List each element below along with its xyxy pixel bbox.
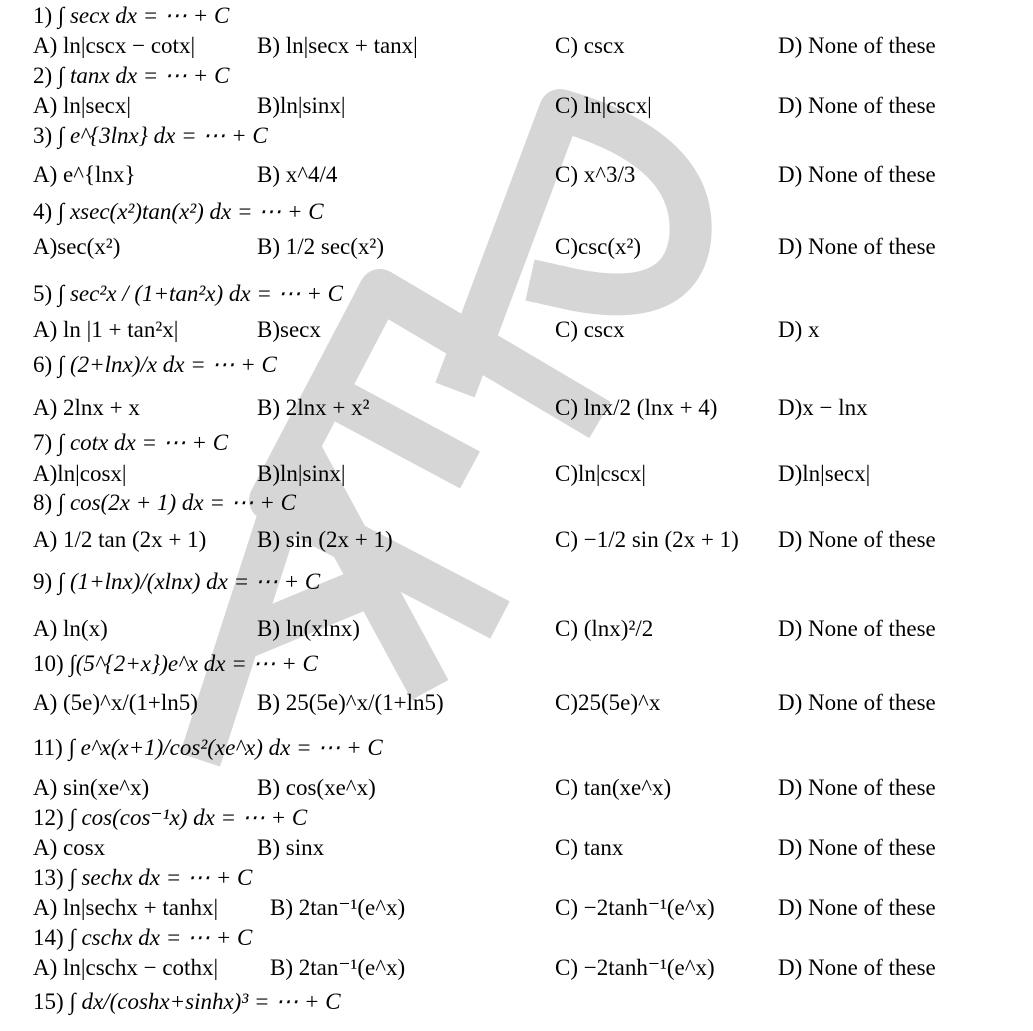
question-9-option-d[interactable]: D) None of these [778, 616, 936, 641]
question-7-option-a[interactable]: A)ln|cosx| [33, 461, 127, 486]
question-13-option-b[interactable]: B) 2tan⁻¹(e^x) [270, 895, 406, 920]
question-10-option-d[interactable]: D) None of these [778, 690, 936, 715]
question-7-stem: 7) ∫ cotx dx = ⋯ + C [33, 430, 229, 455]
question-9-option-a[interactable]: A) ln(x) [33, 616, 108, 641]
question-5-option-a[interactable]: A) ln |1 + tan²x| [33, 317, 179, 342]
question-9-option-b[interactable]: B) ln(xlnx) [257, 616, 360, 641]
question-13-option-a[interactable]: A) ln|sechx + tanhx| [33, 895, 219, 920]
question-7-option-d[interactable]: D)ln|secx| [778, 461, 871, 486]
question-10-option-a[interactable]: A) (5e)^x/(1+ln5) [33, 690, 198, 715]
question-4-option-a[interactable]: A)sec(x²) [33, 234, 121, 259]
question-14-option-a[interactable]: A) ln|cschx − cothx| [33, 955, 219, 980]
question-2-option-b[interactable]: B)ln|sinx| [257, 93, 346, 118]
question-1-option-d[interactable]: D) None of these [778, 33, 936, 58]
question-2-option-c[interactable]: C) ln|cscx| [555, 93, 652, 118]
question-8-stem: 8) ∫ cos(2x + 1) dx = ⋯ + C [33, 490, 297, 515]
question-12-stem: 12) ∫ cos(cos⁻¹x) dx = ⋯ + C [33, 805, 308, 830]
question-9-stem: 9) ∫ (1+lnx)/(xlnx) dx = ⋯ + C [33, 569, 321, 594]
question-13-option-c[interactable]: C) −2tanh⁻¹(e^x) [555, 895, 715, 920]
question-13-stem: 13) ∫ sechx dx = ⋯ + C [33, 865, 253, 890]
question-8-option-b[interactable]: B) sin (2x + 1) [257, 527, 393, 552]
question-3-option-a[interactable]: A) e^{lnx} [33, 162, 136, 187]
question-1-option-c[interactable]: C) cscx [555, 33, 625, 58]
question-8-option-c[interactable]: C) −1/2 sin (2x + 1) [555, 527, 739, 552]
question-11-option-c[interactable]: C) tan(xe^x) [555, 775, 672, 800]
question-9-option-c[interactable]: C) (lnx)²/2 [555, 616, 654, 641]
question-10-stem: 10) ∫(5^{2+x})e^x dx = ⋯ + C [33, 651, 318, 676]
question-4-option-b[interactable]: B) 1/2 sec(x²) [257, 234, 384, 259]
question-3-option-c[interactable]: C) x^3/3 [555, 162, 636, 187]
question-3-stem: 3) ∫ e^{3lnx} dx = ⋯ + C [33, 123, 268, 148]
question-14-option-d[interactable]: D) None of these [778, 955, 936, 980]
question-5-option-d[interactable]: D) x [778, 317, 820, 342]
question-12-option-c[interactable]: C) tanx [555, 835, 624, 860]
question-12-option-a[interactable]: A) cosx [33, 835, 106, 860]
question-6-option-a[interactable]: A) 2lnx + x [33, 395, 140, 420]
question-5-stem: 5) ∫ sec²x / (1+tan²x) dx = ⋯ + C [33, 281, 344, 306]
question-7-option-b[interactable]: B)ln|sinx| [257, 461, 346, 486]
question-6-stem: 6) ∫ (2+lnx)/x dx = ⋯ + C [33, 352, 277, 377]
question-11-option-b[interactable]: B) cos(xe^x) [257, 775, 376, 800]
question-7-option-c[interactable]: C)ln|cscx| [555, 461, 646, 486]
question-2-stem: 2) ∫ tanx dx = ⋯ + C [33, 63, 230, 88]
question-15-stem: 15) ∫ dx/(coshx+sinhx)³ = ⋯ + C [33, 989, 341, 1014]
question-2-option-a[interactable]: A) ln|secx| [33, 93, 131, 118]
question-4-stem: 4) ∫ xsec(x²)tan(x²) dx = ⋯ + C [33, 199, 324, 224]
question-11-stem: 11) ∫ e^x(x+1)/cos²(xe^x) dx = ⋯ + C [33, 735, 383, 760]
question-14-option-c[interactable]: C) −2tanh⁻¹(e^x) [555, 955, 715, 980]
question-13-option-d[interactable]: D) None of these [778, 895, 936, 920]
question-3-option-d[interactable]: D) None of these [778, 162, 936, 187]
question-14-stem: 14) ∫ cschx dx = ⋯ + C [33, 925, 253, 950]
question-11-option-d[interactable]: D) None of these [778, 775, 936, 800]
question-6-option-c[interactable]: C) lnx/2 (lnx + 4) [555, 395, 718, 420]
question-10-option-c[interactable]: C)25(5e)^x [555, 690, 661, 715]
question-6-option-b[interactable]: B) 2lnx + x² [257, 395, 370, 420]
question-8-option-a[interactable]: A) 1/2 tan (2x + 1) [33, 527, 207, 552]
question-2-option-d[interactable]: D) None of these [778, 93, 936, 118]
question-5-option-b[interactable]: B)secx [257, 317, 321, 342]
question-11-option-a[interactable]: A) sin(xe^x) [33, 775, 150, 800]
question-12-option-d[interactable]: D) None of these [778, 835, 936, 860]
question-5-option-c[interactable]: C) cscx [555, 317, 625, 342]
question-4-option-d[interactable]: D) None of these [778, 234, 936, 259]
question-12-option-b[interactable]: B) sinx [257, 835, 325, 860]
question-3-option-b[interactable]: B) x^4/4 [257, 162, 338, 187]
question-8-option-d[interactable]: D) None of these [778, 527, 936, 552]
question-10-option-b[interactable]: B) 25(5e)^x/(1+ln5) [257, 690, 444, 715]
question-1-option-a[interactable]: A) ln|cscx − cotx| [33, 33, 196, 58]
question-1-option-b[interactable]: B) ln|secx + tanx| [257, 33, 418, 58]
question-14-option-b[interactable]: B) 2tan⁻¹(e^x) [270, 955, 406, 980]
question-1-stem: 1) ∫ secx dx = ⋯ + C [33, 3, 230, 28]
question-4-option-c[interactable]: C)csc(x²) [555, 234, 642, 259]
question-6-option-d[interactable]: D)x − lnx [778, 395, 868, 420]
